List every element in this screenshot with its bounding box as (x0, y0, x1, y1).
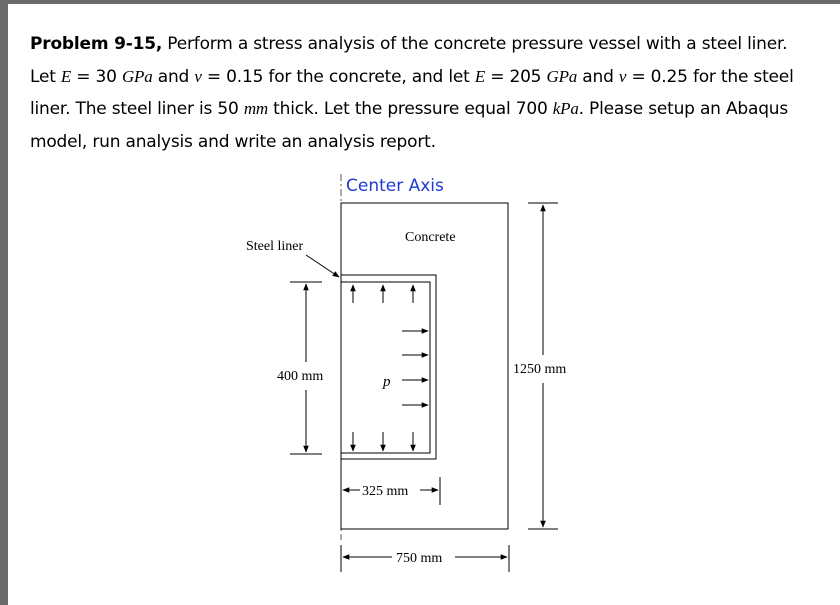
problem-text: = 205 (485, 66, 547, 87)
symbol-v: v (194, 66, 202, 86)
unit-kpa: kPa (552, 99, 579, 118)
problem-text: = 0.25 for the steel (626, 66, 794, 87)
problem-text: . Please setup an Abaqus (578, 99, 789, 119)
concrete-label: Concrete (405, 230, 456, 245)
steel-liner-label: Steel liner (246, 239, 304, 254)
center-axis-label: Center Axis (346, 176, 444, 196)
symbol-v: v (618, 66, 627, 86)
symbol-E: E (474, 66, 485, 86)
problem-text: = 30 (71, 66, 122, 87)
problem-text: Perform a stress analysis of the concrete pressure vessel with a steel liner. (162, 34, 788, 54)
unit-gpa: GPa (546, 66, 578, 86)
problem-text: thick. Let the pressure equal 700 (267, 99, 553, 119)
unit-mm: mm (243, 99, 268, 118)
steel-liner-inner (341, 282, 430, 453)
pressure-label: p (383, 374, 391, 390)
problem-text: and (152, 66, 195, 87)
dim-400-label: 400 mm (277, 369, 324, 384)
dim-1250-label: 1250 mm (513, 362, 567, 377)
problem-text: and (577, 66, 619, 87)
unit-gpa: GPa (121, 66, 153, 86)
problem-text: Let (30, 66, 61, 87)
dim-750-label: 750 mm (396, 551, 443, 566)
problem-text: liner. The steel liner is 50 (30, 99, 244, 119)
problem-text: = 0.15 for the concrete, and let (201, 66, 475, 87)
problem-heading: Problem 9-15, (30, 34, 163, 54)
problem-text: model, run analysis and write an analysis report. (30, 131, 436, 152)
concrete-block (341, 203, 508, 529)
dim-325-label: 325 mm (362, 484, 409, 499)
symbol-E: E (60, 66, 72, 86)
steel-liner-leader (306, 255, 339, 277)
steel-liner-outer (341, 275, 436, 459)
